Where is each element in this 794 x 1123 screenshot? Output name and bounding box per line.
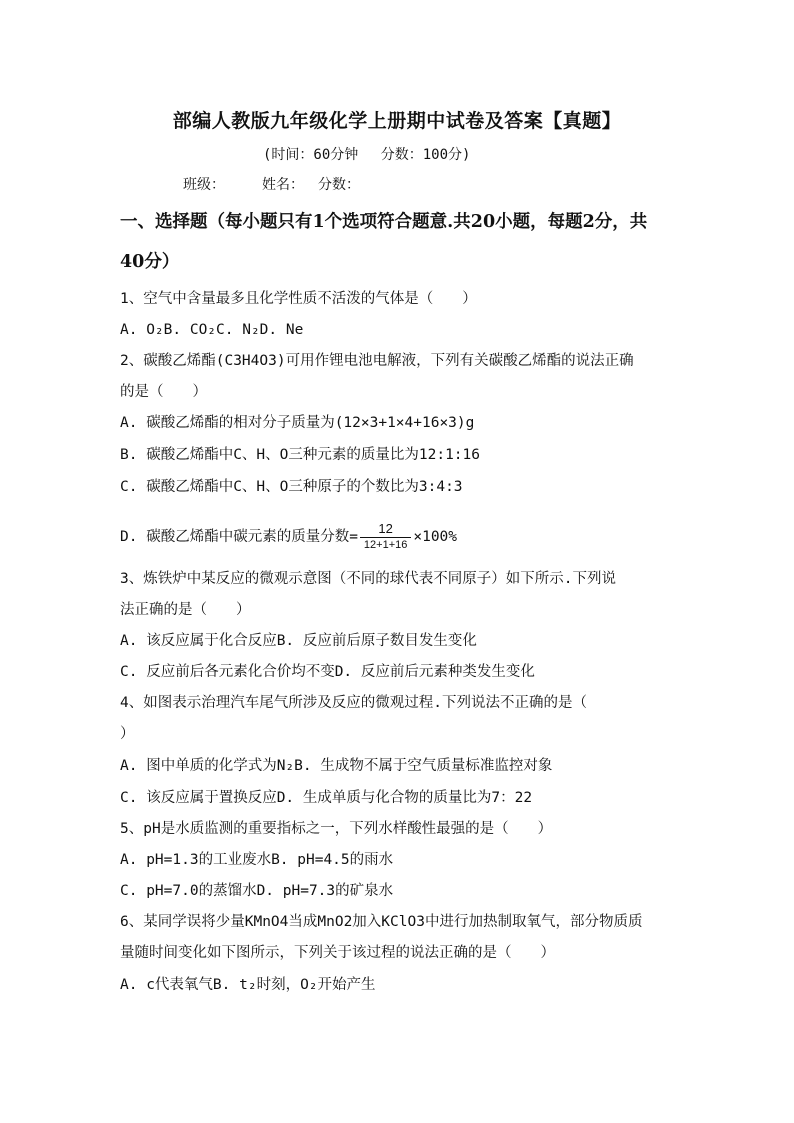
section-heading-line2: 40分） [120,252,180,272]
page-title: 部编人教版九年级化学上册期中试卷及答案【真题】 [172,110,622,132]
question-5-options-ab: A. pH=1.3的工业废水B. pH=4.5的雨水 [120,852,394,868]
question-2-option-a: A. 碳酸乙烯酯的相对分子质量为(12×3+1×4+16×3)g [120,415,475,431]
question-1-options: A. O₂B. CO₂C. N₂D. Ne [120,322,304,338]
question-2-stem-line1: 2、碳酸乙烯酯(C3H4O3)可用作锂电池电解液，下列有关碳酸乙烯酯的说法正确 [120,353,634,369]
question-2-option-c: C. 碳酸乙烯酯中C、H、O三种原子的个数比为3:4:3 [120,479,463,495]
question-3-options-ab: A. 该反应属于化合反应B. 反应前后原子数目发生变化 [120,633,477,649]
question-6-stem-line2: 量随时间变化如下图所示，下列关于该过程的说法正确的是（ ） [120,945,555,961]
question-2-stem-line2: 的是（ ） [120,384,207,400]
question-4-stem-line1: 4、如图表示治理汽车尾气所涉及反应的微观过程.下列说法不正确的是（ [120,695,587,711]
class-label: 班级： [183,177,225,193]
question-6-options-ab: A. c代表氧气B. t₂时刻，O₂开始产生 [120,977,376,993]
exam-info: (时间：60分钟 分数：100分) [263,147,471,163]
mass-fraction [360,521,411,553]
question-2-option-d [120,521,457,553]
name-label: 姓名： [262,177,304,193]
fraction-denominator: 12+1+16 [360,537,411,553]
question-2-option-b: B. 碳酸乙烯酯中C、H、O三种元素的质量比为12:1:16 [120,447,480,463]
option-d-prefix: D. 碳酸乙烯酯中碳元素的质量分数= [120,529,358,545]
question-6-stem-line1: 6、某同学误将少量KMnO4当成MnO2加入KClO3中进行加热制取氧气，部分物质质 [120,914,643,930]
question-3-stem-line1: 3、炼铁炉中某反应的微观示意图（不同的球代表不同原子）如下所示.下列说 [120,571,616,587]
section-heading-line1: 一、选择题（每小题只有1个选项符合题意.共20小题，每题2分，共 [120,212,648,232]
question-5-stem: 5、pH是水质监测的重要指标之一，下列水样酸性最强的是（ ） [120,821,553,837]
question-3-stem-line2: 法正确的是（ ） [120,602,251,618]
question-4-options-ab: A. 图中单质的化学式为N₂B. 生成物不属于空气质量标准监控对象 [120,758,553,774]
question-1-stem: 1、空气中含量最多且化学性质不活泼的气体是（ ） [120,291,477,307]
question-4-options-cd: C. 该反应属于置换反应D. 生成单质与化合物的质量比为7：22 [120,790,533,806]
score-label: 分数： [318,177,360,193]
question-4-stem-line2: ） [120,726,135,742]
option-d-suffix: ×100% [413,529,458,545]
question-5-options-cd: C. pH=7.0的蒸馏水D. pH=7.3的矿泉水 [120,883,394,899]
question-3-options-cd: C. 反应前后各元素化合价均不变D. 反应前后元素种类发生变化 [120,664,535,680]
fraction-numerator: 12 [378,521,393,536]
